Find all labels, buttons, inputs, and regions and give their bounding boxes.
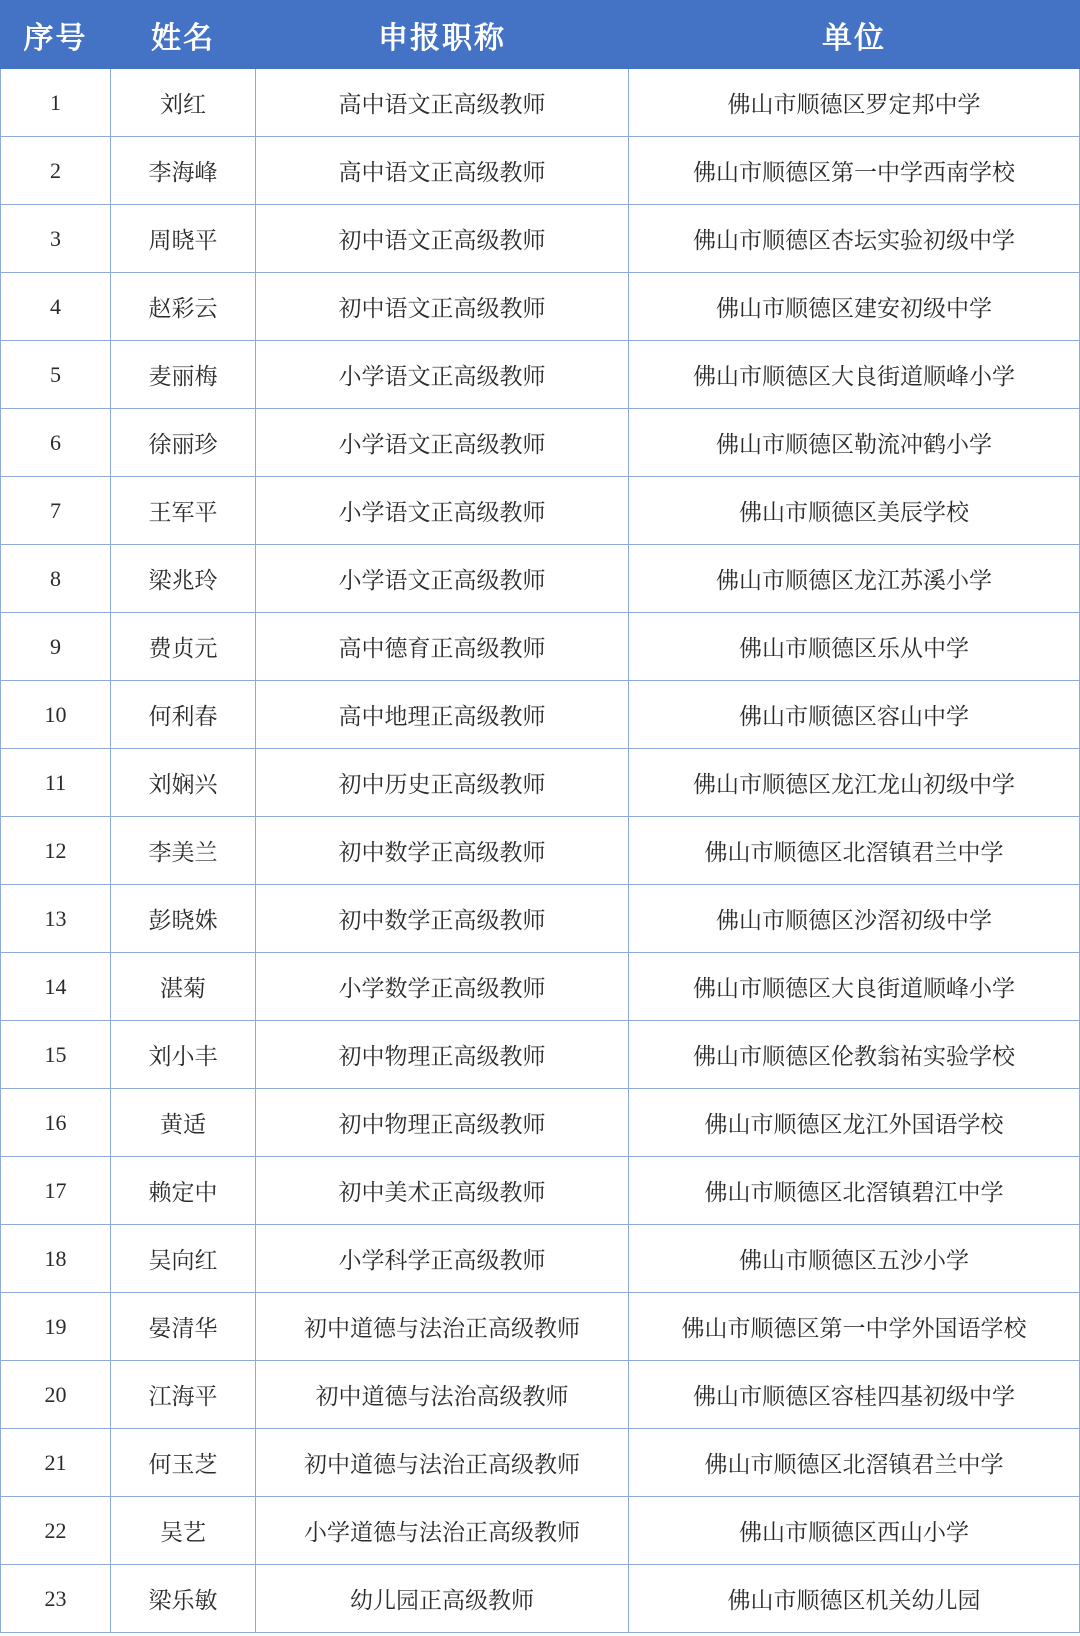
- cell-name: 江海平: [111, 1361, 256, 1429]
- cell-unit: 佛山市顺德区第一中学外国语学校: [629, 1293, 1080, 1361]
- cell-title: 初中道德与法治高级教师: [256, 1361, 629, 1429]
- cell-title: 小学道德与法治正高级教师: [256, 1497, 629, 1565]
- table-row: [1, 953, 1080, 1021]
- cell-unit: 佛山市顺德区大良街道顺峰小学: [629, 953, 1080, 1021]
- cell-unit: 佛山市顺德区建安初级中学: [629, 273, 1080, 341]
- cell-no: 20: [1, 1361, 111, 1429]
- table-row: [1, 885, 1080, 953]
- cell-name: 王军平: [111, 477, 256, 545]
- cell-name: 赖定中: [111, 1157, 256, 1225]
- cell-title: 小学语文正高级教师: [256, 545, 629, 613]
- table-row: [1, 273, 1080, 341]
- cell-unit: 佛山市顺德区北滘镇君兰中学: [629, 817, 1080, 885]
- cell-name: 刘小丰: [111, 1021, 256, 1089]
- table-row: [1, 1497, 1080, 1565]
- cell-no: 19: [1, 1293, 111, 1361]
- table-row: [1, 1565, 1080, 1633]
- cell-title: 初中数学正高级教师: [256, 885, 629, 953]
- cell-unit: 佛山市顺德区北滘镇君兰中学: [629, 1429, 1080, 1497]
- cell-no: 15: [1, 1021, 111, 1089]
- cell-title: 初中语文正高级教师: [256, 205, 629, 273]
- cell-no: 17: [1, 1157, 111, 1225]
- cell-no: 5: [1, 341, 111, 409]
- table-row: [1, 817, 1080, 885]
- cell-name: 李海峰: [111, 137, 256, 205]
- cell-no: 10: [1, 681, 111, 749]
- cell-title: 初中历史正高级教师: [256, 749, 629, 817]
- cell-name: 梁兆玲: [111, 545, 256, 613]
- cell-unit: 佛山市顺德区美辰学校: [629, 477, 1080, 545]
- header-unit: 单位: [629, 1, 1080, 69]
- table-row: [1, 681, 1080, 749]
- cell-no: 13: [1, 885, 111, 953]
- table-row: [1, 1293, 1080, 1361]
- cell-unit: 佛山市顺德区杏坛实验初级中学: [629, 205, 1080, 273]
- cell-title: 小学科学正高级教师: [256, 1225, 629, 1293]
- table-row: [1, 1021, 1080, 1089]
- cell-name: 吴向红: [111, 1225, 256, 1293]
- table-row: [1, 409, 1080, 477]
- table-row: [1, 1361, 1080, 1429]
- cell-unit: 佛山市顺德区龙江龙山初级中学: [629, 749, 1080, 817]
- cell-no: 9: [1, 613, 111, 681]
- table-row: [1, 477, 1080, 545]
- cell-unit: 佛山市顺德区龙江苏溪小学: [629, 545, 1080, 613]
- cell-name: 晏清华: [111, 1293, 256, 1361]
- table-row: [1, 341, 1080, 409]
- table-row: [1, 137, 1080, 205]
- cell-no: 22: [1, 1497, 111, 1565]
- table-row: [1, 1429, 1080, 1497]
- cell-name: 麦丽梅: [111, 341, 256, 409]
- cell-unit: 佛山市顺德区机关幼儿园: [629, 1565, 1080, 1633]
- table-row: [1, 613, 1080, 681]
- cell-no: 12: [1, 817, 111, 885]
- cell-name: 黄适: [111, 1089, 256, 1157]
- table-row: [1, 1089, 1080, 1157]
- cell-title: 高中地理正高级教师: [256, 681, 629, 749]
- cell-unit: 佛山市顺德区五沙小学: [629, 1225, 1080, 1293]
- cell-no: 7: [1, 477, 111, 545]
- cell-no: 1: [1, 69, 111, 137]
- table-row: [1, 749, 1080, 817]
- cell-no: 4: [1, 273, 111, 341]
- cell-unit: 佛山市顺德区沙滘初级中学: [629, 885, 1080, 953]
- cell-unit: 佛山市顺德区罗定邦中学: [629, 69, 1080, 137]
- cell-no: 3: [1, 205, 111, 273]
- cell-title: 初中美术正高级教师: [256, 1157, 629, 1225]
- header-row: [1, 1, 1080, 69]
- cell-no: 23: [1, 1565, 111, 1633]
- cell-no: 14: [1, 953, 111, 1021]
- cell-unit: 佛山市顺德区北滘镇碧江中学: [629, 1157, 1080, 1225]
- cell-name: 刘红: [111, 69, 256, 137]
- header-title: 申报职称: [256, 1, 629, 69]
- cell-unit: 佛山市顺德区第一中学西南学校: [629, 137, 1080, 205]
- cell-name: 徐丽珍: [111, 409, 256, 477]
- cell-no: 6: [1, 409, 111, 477]
- cell-unit: 佛山市顺德区乐从中学: [629, 613, 1080, 681]
- cell-title: 幼儿园正高级教师: [256, 1565, 629, 1633]
- cell-title: 高中语文正高级教师: [256, 137, 629, 205]
- cell-name: 湛菊: [111, 953, 256, 1021]
- cell-name: 何利春: [111, 681, 256, 749]
- cell-title: 高中德育正高级教师: [256, 613, 629, 681]
- cell-no: 11: [1, 749, 111, 817]
- table-row: [1, 545, 1080, 613]
- cell-unit: 佛山市顺德区西山小学: [629, 1497, 1080, 1565]
- cell-title: 初中道德与法治正高级教师: [256, 1429, 629, 1497]
- cell-title: 小学数学正高级教师: [256, 953, 629, 1021]
- cell-name: 刘娴兴: [111, 749, 256, 817]
- cell-title: 初中道德与法治正高级教师: [256, 1293, 629, 1361]
- cell-no: 8: [1, 545, 111, 613]
- cell-title: 高中语文正高级教师: [256, 69, 629, 137]
- cell-title: 初中物理正高级教师: [256, 1089, 629, 1157]
- cell-name: 李美兰: [111, 817, 256, 885]
- cell-title: 小学语文正高级教师: [256, 409, 629, 477]
- table-row: [1, 205, 1080, 273]
- cell-unit: 佛山市顺德区勒流冲鹤小学: [629, 409, 1080, 477]
- cell-name: 梁乐敏: [111, 1565, 256, 1633]
- table-body: [1, 69, 1080, 1633]
- cell-no: 18: [1, 1225, 111, 1293]
- cell-name: 赵彩云: [111, 273, 256, 341]
- table-row: [1, 1157, 1080, 1225]
- cell-unit: 佛山市顺德区伦教翁祐实验学校: [629, 1021, 1080, 1089]
- cell-name: 吴艺: [111, 1497, 256, 1565]
- cell-title: 初中语文正高级教师: [256, 273, 629, 341]
- cell-no: 21: [1, 1429, 111, 1497]
- table-row: [1, 69, 1080, 137]
- cell-title: 初中物理正高级教师: [256, 1021, 629, 1089]
- cell-unit: 佛山市顺德区容山中学: [629, 681, 1080, 749]
- cell-title: 小学语文正高级教师: [256, 477, 629, 545]
- header-name: 姓名: [111, 1, 256, 69]
- cell-title: 初中数学正高级教师: [256, 817, 629, 885]
- cell-name: 周晓平: [111, 205, 256, 273]
- cell-unit: 佛山市顺德区容桂四基初级中学: [629, 1361, 1080, 1429]
- cell-unit: 佛山市顺德区大良街道顺峰小学: [629, 341, 1080, 409]
- cell-name: 费贞元: [111, 613, 256, 681]
- header-no: 序号: [1, 1, 111, 69]
- cell-title: 小学语文正高级教师: [256, 341, 629, 409]
- table-row: [1, 1225, 1080, 1293]
- cell-no: 2: [1, 137, 111, 205]
- cell-name: 彭晓姝: [111, 885, 256, 953]
- cell-name: 何玉芝: [111, 1429, 256, 1497]
- cell-no: 16: [1, 1089, 111, 1157]
- cell-unit: 佛山市顺德区龙江外国语学校: [629, 1089, 1080, 1157]
- table-header: [1, 1, 1080, 69]
